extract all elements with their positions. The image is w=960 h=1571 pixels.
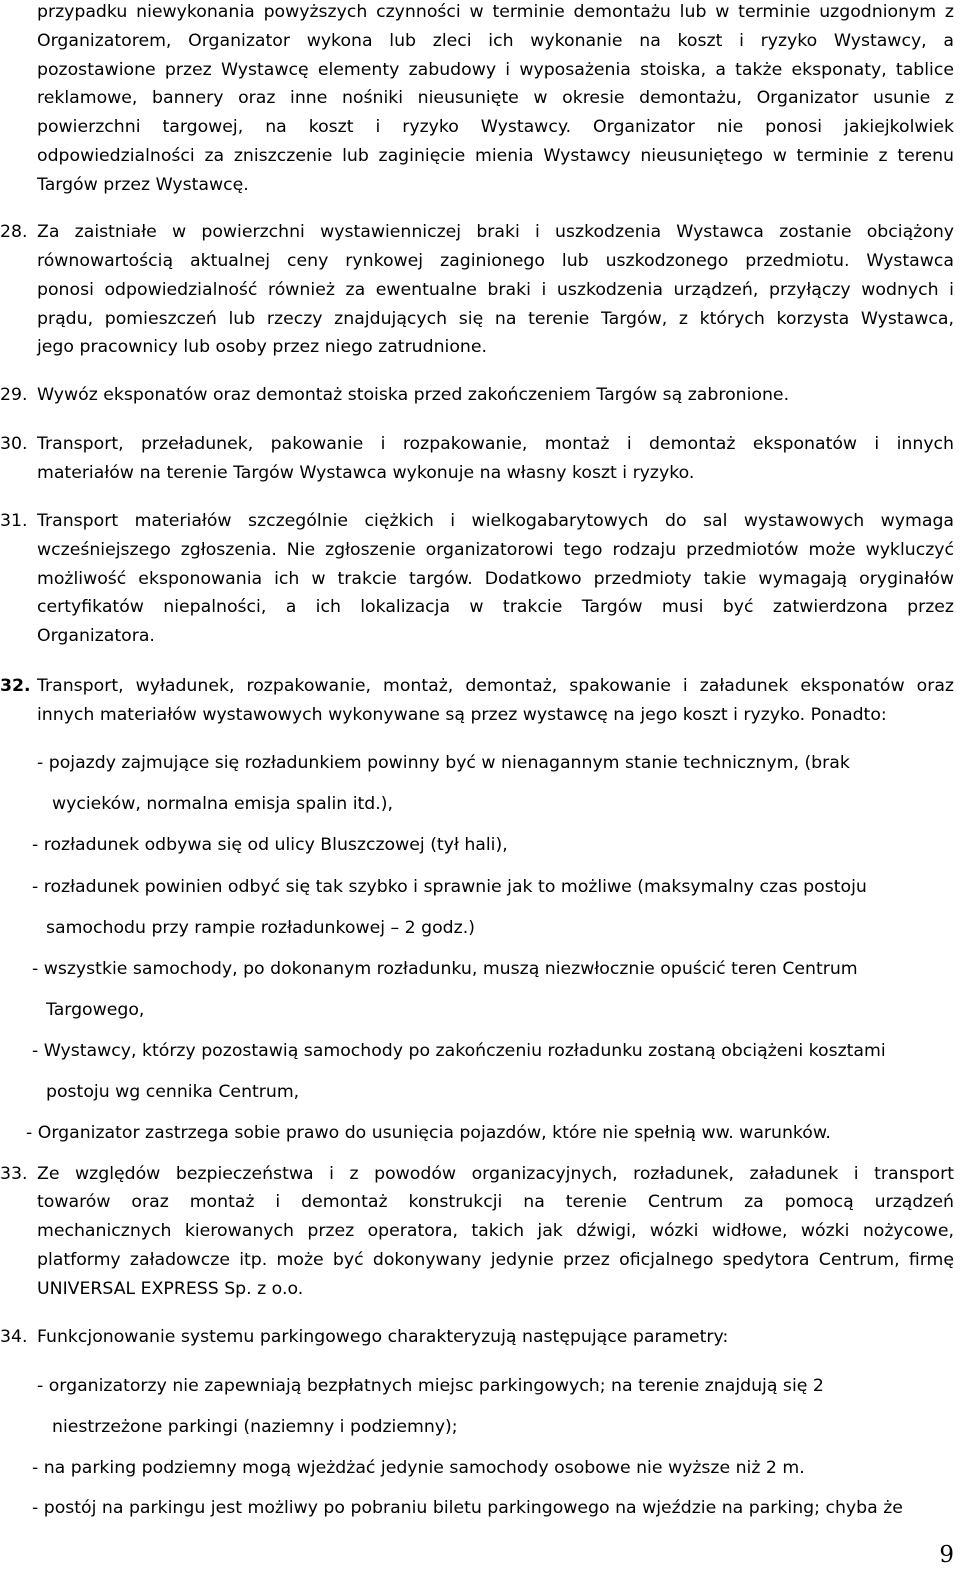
page-number: 9 (939, 1542, 954, 1568)
text-line: powierzchni targowej, na koszt i ryzyko Wystawcy. Organizator nie ponosi jakiejkolwiek (37, 117, 954, 137)
text-line: Funkcjonowanie systemu parkingowego charakteryzują następujące parametry: (37, 1327, 729, 1347)
text-line: Transport, przeładunek, pakowanie i rozpakowanie, montaż i demontaż eksponatów i innych (37, 434, 954, 454)
paragraph-number: 28. (0, 222, 28, 242)
bullet-line: - na parking podziemny mogą wjeżdżać jedynie samochody osobowe nie wyższe niż 2 m. (32, 1458, 805, 1478)
text-line: innych materiałów wystawowych wykonywane są przez wystawcę na jego koszt i ryzyko. Ponadto: (37, 705, 887, 725)
text-line: Organizatorem, Organizator wykona lub zleci ich wykonanie na koszt i ryzyko Wystawcy, a (37, 31, 954, 51)
text-line: certyfikatów niepalności, a ich lokalizacja w trakcie Targów musi być zatwierdzona przez (37, 597, 954, 617)
bullet-line: - Organizator zastrzega sobie prawo do usunięcia pojazdów, które nie spełnią ww. warunków. (26, 1123, 831, 1143)
text-line: platformy załadowcze itp. może być dokonywany jedynie przez oficjalnego spedytora Centrum, firmę (37, 1250, 954, 1270)
text-line: przypadku niewykonania powyższych czynności w terminie demontażu lub w terminie uzgodnionym z (37, 2, 954, 22)
text-line: UNIVERSAL EXPRESS Sp. z o.o. (37, 1279, 304, 1299)
bullet-line: - pojazdy zajmujące się rozładunkiem powinny być w nienagannym stanie technicznym, (brak (37, 753, 850, 773)
text-line: możliwość eksponowania ich w trakcie targów. Dodatkowo przedmioty takie wymagają oryginałów (37, 569, 954, 589)
text-line: reklamowe, bannery oraz inne nośniki nieusunięte w okresie demontażu, Organizator usunie z (37, 88, 954, 108)
bullet-line: - organizatorzy nie zapewniają bezpłatnych miejsc parkingowych; na terenie znajdują się 2 (37, 1376, 824, 1396)
text-line: pozostawione przez Wystawcę elementy zabudowy i wyposażenia stoiska, a także eksponaty, tablice (37, 60, 954, 80)
text-line: Wywóz eksponatów oraz demontaż stoiska przed zakończeniem Targów są zabronione. (37, 385, 790, 405)
bullet-line: - Wystawcy, którzy pozostawią samochody po zakończeniu rozładunku zostaną obciążeni kosztami (32, 1041, 886, 1061)
text-line: wcześniejszego zgłoszenia. Nie zgłoszenie organizatorowi tego rodzaju przedmiotów może wykluczyć (37, 540, 954, 560)
paragraph-number: 34. (0, 1327, 28, 1347)
bullet-line: niestrzeżone parkingi (naziemny i podziemny); (52, 1417, 458, 1437)
paragraph-number: 29. (0, 385, 28, 405)
text-line: materiałów na terenie Targów Wystawca wykonuje na własny koszt i ryzyko. (37, 463, 695, 483)
text-line: Za zaistniałe w powierzchni wystawienniczej braki i uszkodzenia Wystawca zostanie obciążony (37, 222, 954, 242)
bullet-line: samochodu przy rampie rozładunkowej – 2 godz.) (46, 918, 475, 938)
paragraph-number: 32. (0, 676, 31, 696)
text-line: towarów oraz montaż i demontaż konstrukcji na terenie Centrum za pomocą urządzeń (37, 1192, 954, 1212)
bullet-line: postoju wg cennika Centrum, (46, 1082, 300, 1102)
bullet-line: - postój na parkingu jest możliwy po pobraniu biletu parkingowego na wjeździe na parking; chyba że (32, 1498, 903, 1518)
text-line: Targów przez Wystawcę. (37, 175, 249, 195)
bullet-line: - rozładunek odbywa się od ulicy Bluszczowej (tył hali), (32, 835, 508, 855)
text-line: jego pracownicy lub osoby przez niego zatrudnione. (37, 337, 488, 357)
text-line: Organizatora. (37, 626, 155, 646)
bullet-line: - rozładunek powinien odbyć się tak szybko i sprawnie jak to możliwe (maksymalny czas postoju (32, 877, 867, 897)
paragraph-number: 31. (0, 511, 28, 531)
text-line: Transport materiałów szczególnie ciężkich i wielkogabarytowych do sal wystawowych wymaga (37, 511, 954, 531)
paragraph-number: 33. (0, 1164, 28, 1184)
bullet-line: Targowego, (46, 1000, 145, 1020)
text-line: Ze względów bezpieczeństwa i z powodów organizacyjnych, rozładunek, załadunek i transport (37, 1164, 954, 1184)
paragraph-number: 30. (0, 434, 28, 454)
text-line: prądu, pomieszczeń lub rzeczy znajdujących się na terenie Targów, z których korzysta Wystawca, (37, 309, 954, 329)
bullet-line: wycieków, normalna emisja spalin itd.), (52, 794, 394, 814)
text-line: Transport, wyładunek, rozpakowanie, montaż, demontaż, spakowanie i załadunek eksponatów oraz (37, 676, 954, 696)
text-line: ponosi odpowiedzialność również za ewentualne braki i uszkodzenia urządzeń, przyłączy wodnych i (37, 280, 954, 300)
text-line: odpowiedzialności za zniszczenie lub zaginięcie mienia Wystawcy nieusuniętego w terminie z terenu (37, 146, 954, 166)
bullet-line: - wszystkie samochody, po dokonanym rozładunku, muszą niezwłocznie opuścić teren Centrum (32, 959, 858, 979)
text-line: mechanicznych kierowanych przez operatora, takich jak dźwigi, wózki widłowe, wózki nożycowe, (37, 1221, 954, 1241)
text-line: równowartością aktualnej ceny rynkowej zaginionego lub uszkodzonego przedmiotu. Wystawca (37, 251, 954, 271)
